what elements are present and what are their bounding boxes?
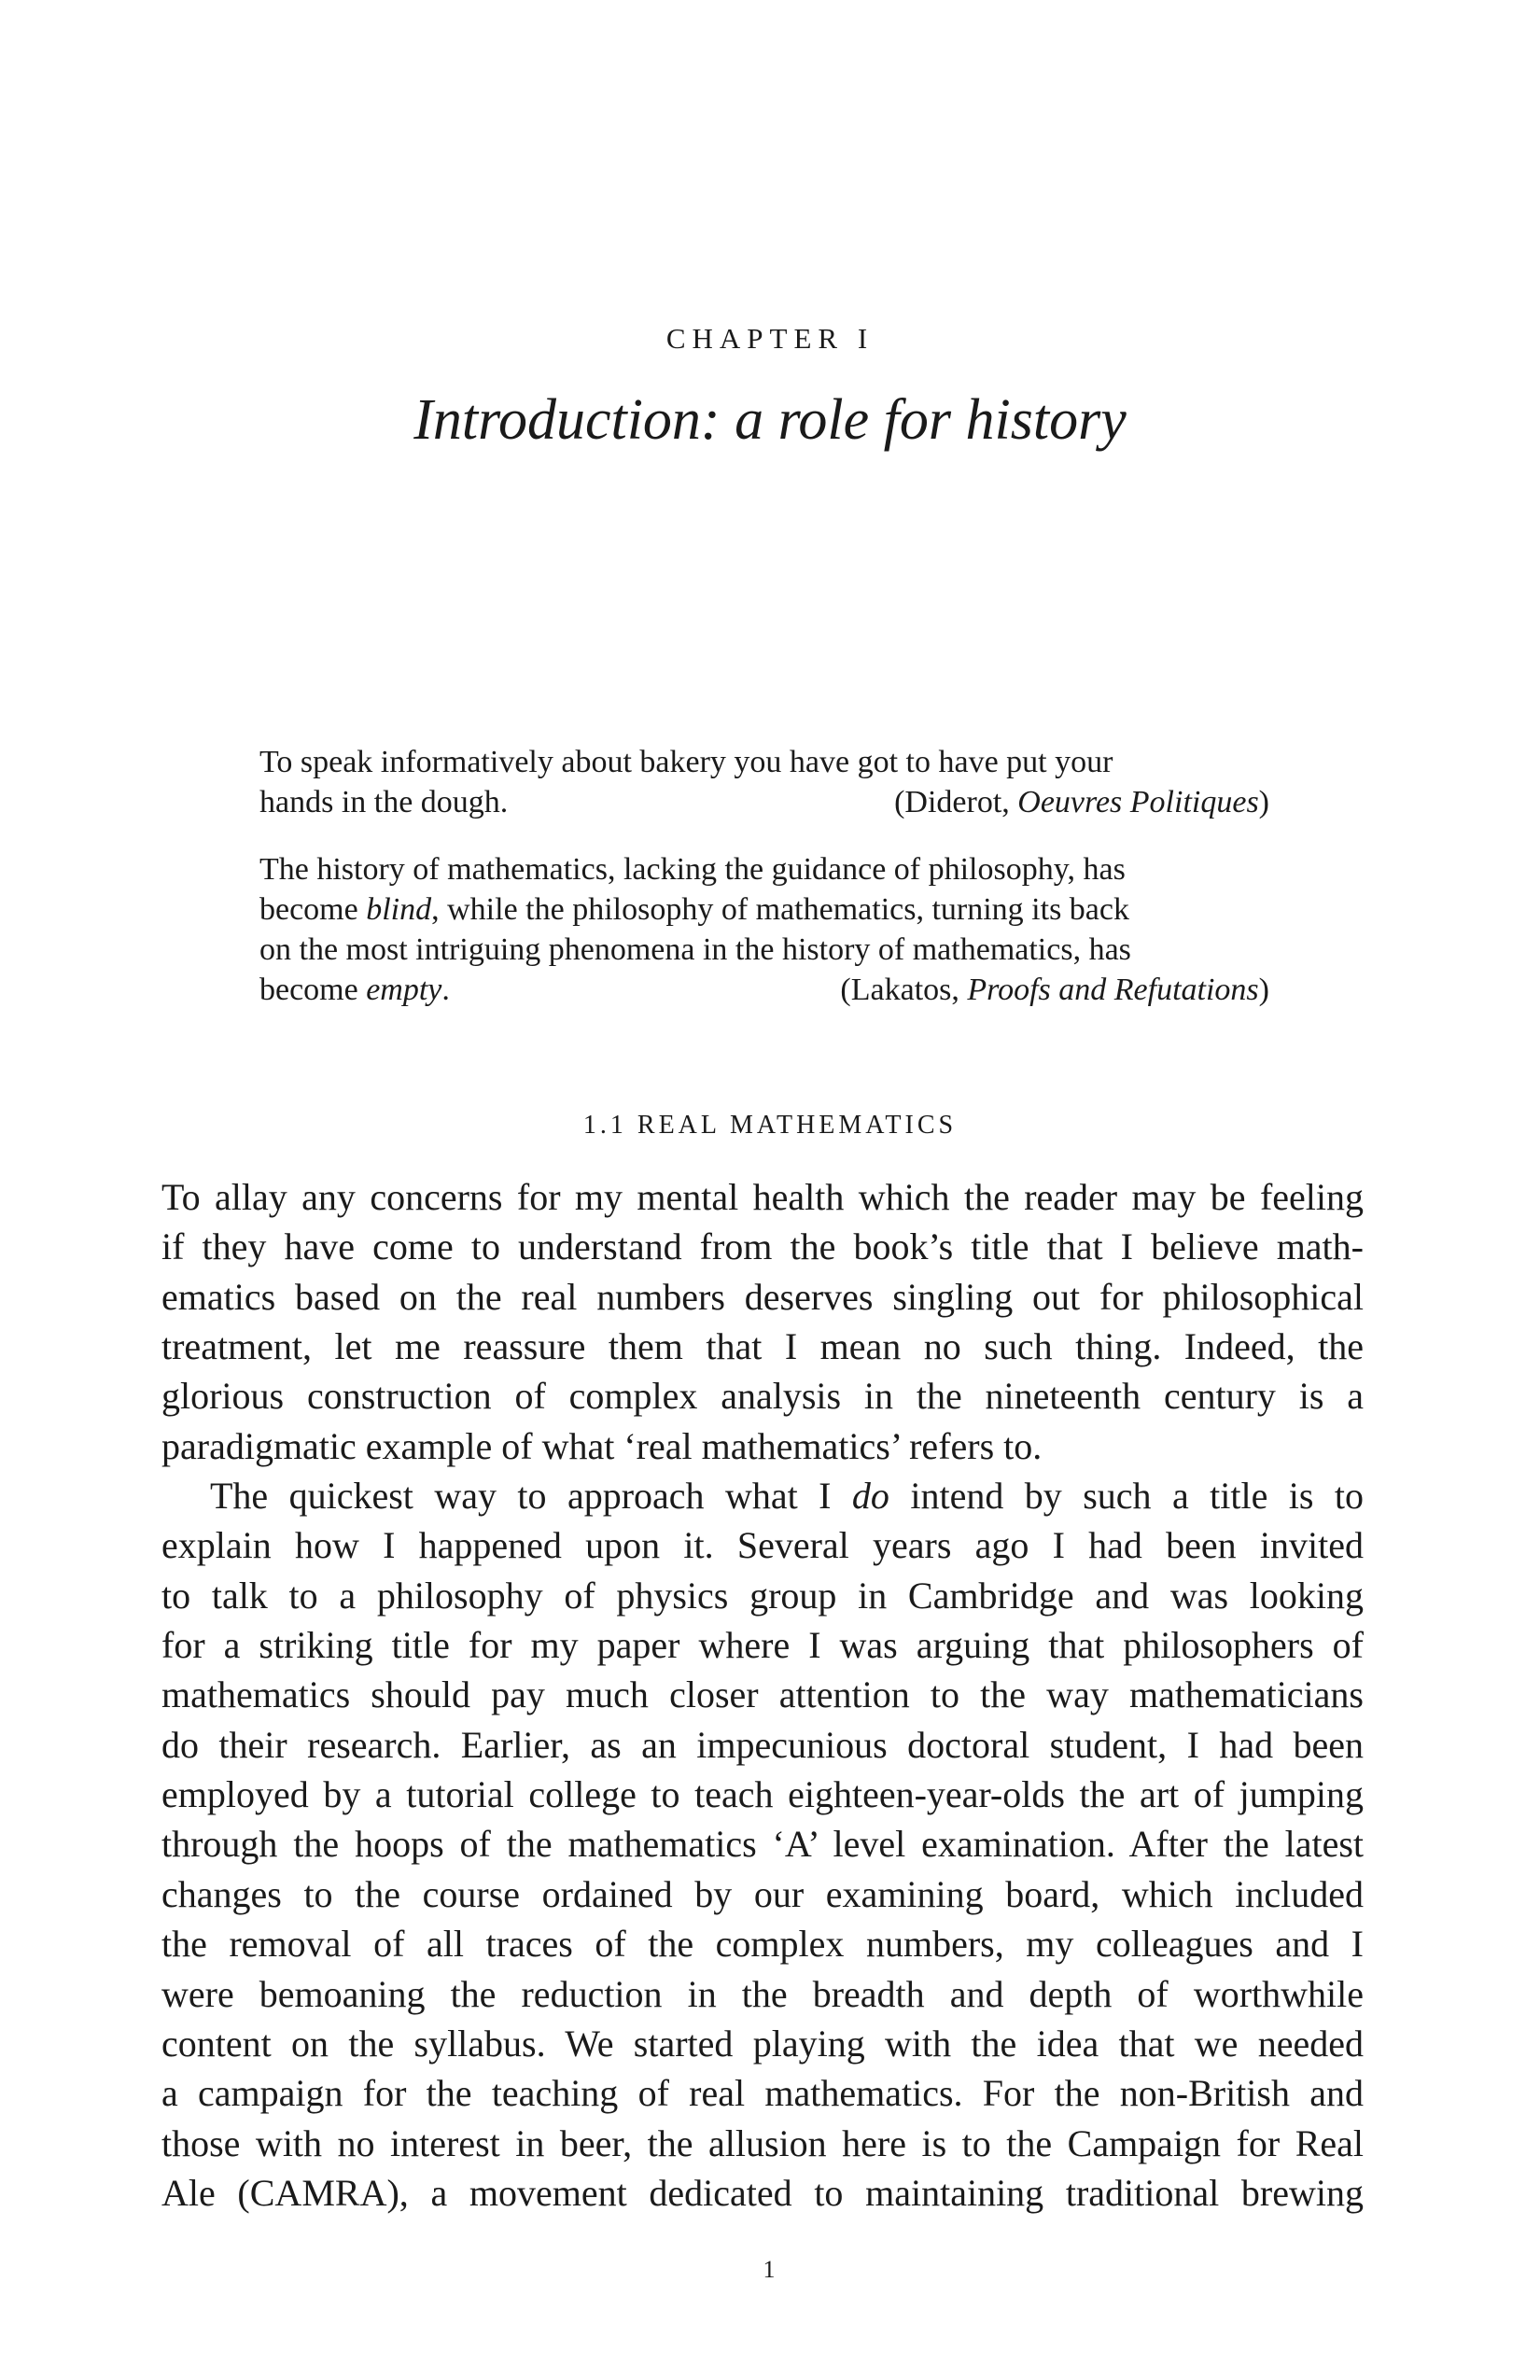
epigraph-lakatos bbox=[259, 849, 1269, 1010]
paragraph-line: a campaign for the teaching of real mathematics. For the non-British and bbox=[161, 2072, 1364, 2115]
page-number: 1 bbox=[763, 2256, 777, 2283]
paragraph-line: The quickest way to approach what I do intend by such a title is to bbox=[210, 1475, 1364, 1518]
paragraph-line: changes to the course ordained by our examining board, which included bbox=[161, 1872, 1364, 1915]
paragraph-line: do their research. Earlier, as an impecunious doctoral student, I had been bbox=[161, 1723, 1364, 1766]
paragraph-line: Ale (CAMRA), a movement dedicated to maintaining traditional brewing bbox=[161, 2171, 1364, 2214]
epigraph-line: The history of mathematics, lacking the guidance of philosophy, has bbox=[259, 852, 1126, 887]
section-heading: 1.1 REAL MATHEMATICS bbox=[582, 1111, 958, 1140]
paragraph-line: the removal of all traces of the complex numbers, my colleagues and I bbox=[161, 1923, 1364, 1966]
paragraph-line: explain how I happened upon it. Several years ago I had been invited bbox=[161, 1524, 1364, 1567]
paragraph-line: ematics based on the real numbers deserves singling out for philosophical bbox=[161, 1275, 1364, 1318]
epigraph-citation: (Diderot, Oeuvres Politiques) bbox=[894, 785, 1269, 819]
paragraph-line: for a striking title for my paper where I was arguing that philosophers of bbox=[161, 1624, 1364, 1667]
paragraph-line: were bemoaning the reduction in the breadth and depth of worthwhile bbox=[161, 1972, 1364, 2015]
paragraph-line: employed by a tutorial college to teach eighteen-year-olds the art of jumping bbox=[161, 1773, 1364, 1816]
epigraph-line: become blind, while the philosophy of mathematics, turning its back bbox=[259, 892, 1129, 927]
paragraph-line: those with no interest in beer, the allusion here is to the Campaign for Real bbox=[161, 2121, 1364, 2164]
epigraph-line: hands in the dough. (Diderot, Oeuvres Politiques) bbox=[259, 782, 1269, 822]
paragraph-line: To allay any concerns for my mental health which the reader may be feeling bbox=[161, 1176, 1364, 1218]
body-text bbox=[161, 1172, 1364, 2218]
paragraph-line: glorious construction of complex analysis in the nineteenth century is a bbox=[161, 1375, 1364, 1418]
epigraph-citation: (Lakatos, Proofs and Refutations) bbox=[840, 973, 1269, 1007]
paragraph-line: mathematics should pay much closer attention to the way mathematicians bbox=[161, 1673, 1364, 1716]
paragraph-line: through the hoops of the mathematics ‘A’ level examination. After the latest bbox=[161, 1823, 1364, 1866]
epigraph-line: To speak informatively about bakery you have got to have put your bbox=[259, 745, 1113, 779]
paragraph-line: treatment, let me reassure them that I mean no such thing. Indeed, the bbox=[161, 1325, 1364, 1368]
paragraph-line: to talk to a philosophy of physics group in Cambridge and was looking bbox=[161, 1574, 1364, 1617]
epigraph-line: on the most intriguing phenomena in the history of mathematics, has bbox=[259, 932, 1131, 967]
paragraph-line: if they have come to understand from the book’s title that I believe math- bbox=[161, 1225, 1364, 1268]
paragraph-line: content on the syllabus. We started playing with the idea that we needed bbox=[161, 2022, 1364, 2065]
chapter-title: Introduction: a role for history bbox=[413, 388, 1127, 452]
epigraph-diderot bbox=[259, 742, 1269, 822]
epigraph-line: become empty. (Lakatos, Proofs and Refutations) bbox=[259, 970, 1269, 1010]
paragraph-line: paradigmatic example of what ‘real mathematics’ refers to. bbox=[161, 1424, 1043, 1467]
chapter-label: CHAPTER I bbox=[665, 322, 875, 355]
